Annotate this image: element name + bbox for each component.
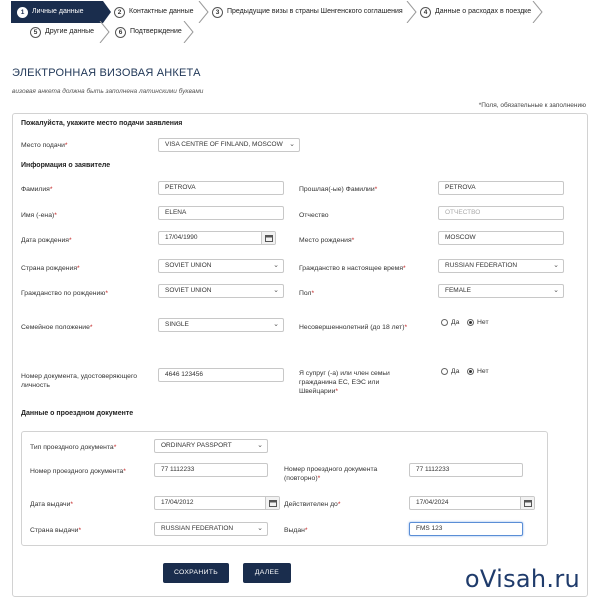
chevron-down-icon: ⌄	[273, 262, 279, 269]
issue-country-label: Страна выдачи*	[30, 527, 82, 534]
citizenship-at-birth-label: Гражданство по рождению*	[21, 290, 109, 297]
surname-input[interactable]: PETROVA	[158, 181, 284, 195]
minor-no-radio[interactable]: Нет	[467, 319, 489, 326]
step-arrow	[103, 1, 111, 23]
valid-until-label: Действителен до*	[284, 501, 341, 508]
step-label: Подтверждение	[130, 28, 182, 35]
issue-date-input[interactable]: 17/04/2012	[154, 496, 280, 510]
step-number: 6	[115, 27, 126, 38]
birth-country-label: Страна рождения*	[21, 265, 80, 272]
step-number: 2	[114, 7, 125, 18]
watermark: oVisah.ru	[464, 565, 580, 593]
location-section-title: Пожалуйста, укажите место подачи заявления	[21, 120, 183, 127]
sex-label: Пол*	[299, 290, 315, 297]
step-number: 5	[30, 27, 41, 38]
doc-type-label: Тип проездного документа*	[30, 444, 117, 451]
patronymic-input[interactable]: ОТЧЕСТВО	[438, 206, 564, 220]
surname-label: Фамилия*	[21, 186, 53, 193]
birth-date-label: Дата рождения*	[21, 237, 72, 244]
chevron-down-icon: ⌄	[257, 525, 263, 532]
calendar-icon[interactable]	[265, 497, 279, 509]
valid-until-input[interactable]: 17/04/2024	[409, 496, 535, 510]
travel-doc-section-title: Данные о проездном документе	[21, 410, 134, 417]
birth-date-input[interactable]: 17/04/1990	[158, 231, 276, 245]
step-divider	[99, 21, 111, 43]
save-button[interactable]: СОХРАНИТЬ	[163, 563, 229, 583]
eu-family-no-radio[interactable]: Нет	[467, 368, 489, 375]
doc-number-repeat-label: Номер проездного документа (повторно)*	[284, 466, 378, 482]
previous-surname-label: Прошлая(-ые) Фамилии*	[299, 186, 378, 193]
step-label: Предыдущие визы в страны Шенгенского соглашения	[227, 8, 403, 15]
issued-by-label: Выдан*	[284, 527, 308, 534]
step-divider	[406, 1, 418, 23]
step-confirmation[interactable]	[115, 21, 182, 43]
eu-family-yes-radio[interactable]: Да	[441, 368, 459, 375]
travel-doc-panel	[21, 431, 548, 546]
birth-place-input[interactable]: MOSCOW	[438, 231, 564, 245]
name-label: Имя (-ена)*	[21, 212, 57, 219]
birth-country-select[interactable]: SOVIET UNION ⌄	[158, 259, 284, 273]
step-travel-expenses[interactable]	[420, 1, 531, 23]
step-other-data[interactable]	[30, 21, 94, 43]
minor-label: Несовершеннолетний (до 18 лет)*	[299, 324, 408, 331]
birth-place-label: Место рождения*	[299, 237, 355, 244]
issue-date-label: Дата выдачи*	[30, 501, 74, 508]
doc-number-label: Номер проездного документа*	[30, 468, 126, 475]
applicant-section-title: Информация о заявителе	[21, 162, 111, 169]
step-previous-visas[interactable]	[212, 1, 403, 23]
step-label: Другие данные	[45, 28, 94, 35]
step-number: 1	[17, 7, 28, 18]
issued-by-input[interactable]: FMS 123	[409, 522, 523, 536]
current-citizenship-select[interactable]: RUSSIAN FEDERATION ⌄	[438, 259, 564, 273]
doc-number-repeat-input[interactable]: 77 1112233	[409, 463, 523, 477]
step-label: Личные данные	[32, 8, 84, 15]
eu-family-label: Я супруг (-а) или член семьи гражданина ЕС, ЕЭС или Швейцарии*	[299, 370, 390, 395]
required-fields-note: *Поля, обязательные к заполнению	[478, 102, 586, 109]
location-select[interactable]: VISA CENTRE OF FINLAND, MOSCOW ⌄	[158, 138, 300, 152]
chevron-down-icon: ⌄	[553, 287, 559, 294]
patronymic-label: Отчество	[299, 212, 329, 219]
step-number: 4	[420, 7, 431, 18]
page-title: ЭЛЕКТРОННАЯ ВИЗОВАЯ АНКЕТА	[12, 67, 201, 79]
chevron-down-icon: ⌄	[289, 141, 295, 148]
citizenship-at-birth-select[interactable]: SOVIET UNION ⌄	[158, 284, 284, 298]
chevron-down-icon: ⌄	[553, 262, 559, 269]
chevron-down-icon: ⌄	[257, 442, 263, 449]
step-divider	[198, 1, 210, 23]
step-contact-data[interactable]	[114, 1, 194, 23]
marital-status-select[interactable]: SINGLE ⌄	[158, 318, 284, 332]
calendar-icon[interactable]	[520, 497, 534, 509]
marital-status-label: Семейное положение*	[21, 324, 93, 331]
step-divider	[183, 21, 195, 43]
step-personal-data[interactable]	[11, 1, 103, 23]
chevron-down-icon: ⌄	[273, 321, 279, 328]
location-label: Место подачи*	[21, 142, 68, 149]
calendar-icon[interactable]	[261, 232, 275, 244]
doc-type-select[interactable]: ORDINARY PASSPORT ⌄	[154, 439, 268, 453]
progress-steps	[0, 0, 600, 45]
issue-country-select[interactable]: RUSSIAN FEDERATION ⌄	[154, 522, 268, 536]
sex-select[interactable]: FEMALE ⌄	[438, 284, 564, 298]
id-number-input[interactable]: 4646 123456	[158, 368, 284, 382]
form-panel	[12, 113, 588, 597]
step-divider	[532, 1, 544, 23]
chevron-down-icon: ⌄	[273, 287, 279, 294]
doc-number-input[interactable]: 77 1112233	[154, 463, 268, 477]
id-number-label: Номер документа, удостоверяющего личность	[21, 373, 138, 389]
step-number: 3	[212, 7, 223, 18]
minor-yes-radio[interactable]: Да	[441, 319, 459, 326]
name-input[interactable]: ELENA	[158, 206, 284, 220]
step-label: Данные о расходах в поездке	[435, 8, 532, 15]
previous-surname-input[interactable]: PETROVA	[438, 181, 564, 195]
step-label: Контактные данные	[129, 8, 194, 15]
current-citizenship-label: Гражданство в настоящее время*	[299, 265, 406, 272]
next-button[interactable]: ДАЛЕЕ	[243, 563, 291, 583]
page-subtitle: визовая анкета должна быть заполнена латинскими буквами	[12, 88, 204, 95]
